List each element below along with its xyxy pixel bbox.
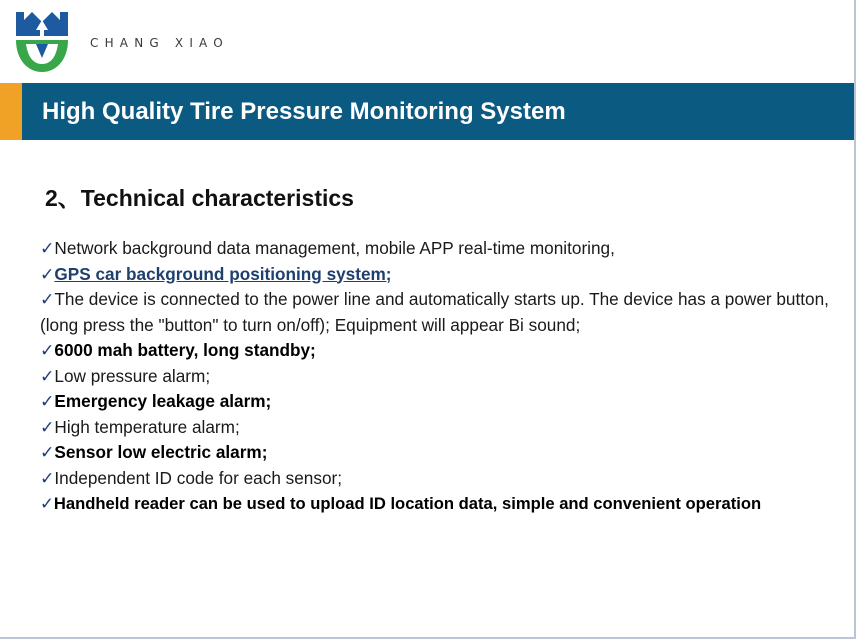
list-item-link[interactable] [40,262,852,288]
list-item-text: The device is connected to the power line and automatically starts up. The device has a power button, (long press the "button" to turn on/off); Equipment will appear Bi sound; [40,289,829,335]
list-item-text: Emergency leakage alarm; [54,391,272,411]
list-item-text: Sensor low electric alarm; [54,442,268,462]
check-mark-icon: ✓ [40,442,55,462]
list-item [40,338,852,364]
check-mark-icon: ✓ [40,467,55,488]
title-bar [0,83,854,140]
slide-title: High Quality Tire Pressure Monitoring System [42,98,566,125]
check-mark-icon: ✓ [40,238,55,258]
gps-link[interactable]: GPS car background positioning system; [54,263,392,284]
section-title: 2、Technical characteristics [45,185,354,211]
feature-list [40,236,852,517]
list-item-text: 6000 mah battery, long standby; [54,340,316,360]
list-item-text: Handheld reader can be used to upload ID location data, simple and convenient operation [53,494,762,513]
list-item-text: Network background data management, mobile APP real-time monitoring, [54,238,615,258]
list-item [40,389,852,415]
check-mark-icon: ✓ [40,365,55,386]
list-item [40,440,852,466]
list-item [40,364,852,390]
list-item [40,236,852,262]
check-mark-icon: ✓ [40,416,55,437]
check-mark-icon: ✓ [40,391,55,411]
brand-name: CHANG XIAO [90,36,229,50]
list-item-text: Independent ID code for each sensor; [54,467,343,488]
check-mark-icon: ✓ [40,263,55,284]
list-item-text: Low pressure alarm; [54,365,211,386]
chang-xiao-logo-icon [10,6,74,76]
check-mark-icon: ✓ [40,494,54,513]
list-item-text: High temperature alarm; [54,416,240,437]
check-mark-icon: ✓ [40,289,55,309]
list-item [40,491,852,517]
list-item [40,415,852,441]
title-accent-bar [0,83,22,140]
check-mark-icon: ✓ [40,340,55,360]
list-item [40,466,852,492]
list-item [40,287,852,338]
